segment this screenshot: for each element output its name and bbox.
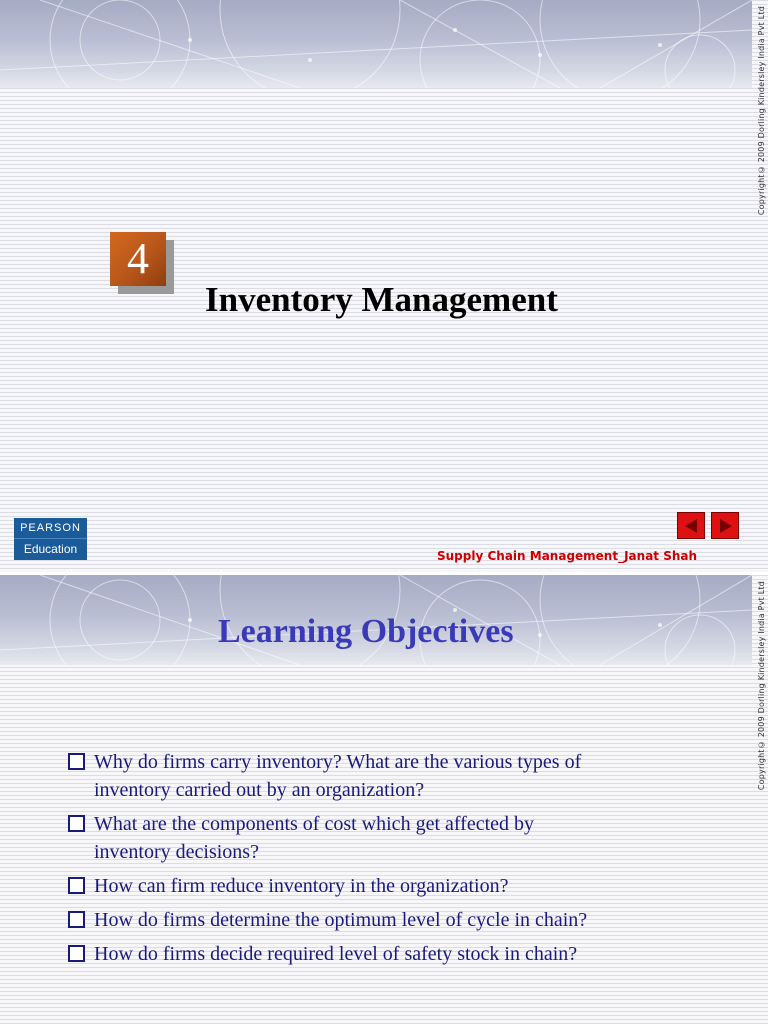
triangle-right-icon bbox=[720, 519, 732, 533]
objective-line: How can firm reduce inventory in the organization? bbox=[94, 875, 509, 897]
objective-line: How do firms determine the optimum level of cycle in chain? bbox=[94, 909, 588, 931]
list-item bbox=[68, 748, 708, 804]
checkbox-bullet-icon bbox=[68, 877, 85, 894]
list-item bbox=[68, 940, 708, 968]
objective-line: What are the components of cost which get affected by bbox=[94, 813, 535, 835]
copyright-text: Copyright© 2009 Dorling Kindersley India Pvt Ltd bbox=[757, 581, 766, 791]
previous-slide-button[interactable] bbox=[677, 512, 705, 539]
objective-line: inventory decisions? bbox=[94, 841, 259, 863]
pearson-logo bbox=[14, 518, 87, 560]
objectives-list bbox=[68, 748, 708, 974]
objective-line: Why do firms carry inventory? What are the various types of bbox=[94, 751, 582, 773]
list-item bbox=[68, 872, 708, 900]
checkbox-bullet-icon bbox=[68, 945, 85, 962]
list-item bbox=[68, 906, 708, 934]
logo-line1: PEARSON bbox=[14, 518, 87, 539]
checkbox-bullet-icon bbox=[68, 815, 85, 832]
logo-line2: Education bbox=[23, 542, 78, 556]
checkbox-bullet-icon bbox=[68, 911, 85, 928]
chapter-badge bbox=[110, 232, 166, 286]
decorative-banner bbox=[0, 0, 752, 88]
next-slide-button[interactable] bbox=[711, 512, 739, 539]
objectives-slide bbox=[0, 575, 768, 1024]
objective-line: inventory carried out by an organization? bbox=[94, 779, 425, 801]
copyright-text: Copyright© 2009 Dorling Kindersley India Pvt Ltd bbox=[757, 6, 766, 216]
slide-heading: Learning Objectives bbox=[218, 613, 514, 650]
banner-pattern bbox=[0, 0, 752, 88]
footer-text: Supply Chain Management_Janat Shah bbox=[437, 549, 698, 563]
objective-line: How do firms decide required level of safety stock in chain? bbox=[94, 943, 578, 965]
triangle-left-icon bbox=[685, 519, 697, 533]
slide-title: Inventory Management bbox=[205, 280, 558, 319]
checkbox-bullet-icon bbox=[68, 753, 85, 770]
chapter-number: 4 bbox=[110, 232, 166, 286]
list-item bbox=[68, 810, 708, 866]
